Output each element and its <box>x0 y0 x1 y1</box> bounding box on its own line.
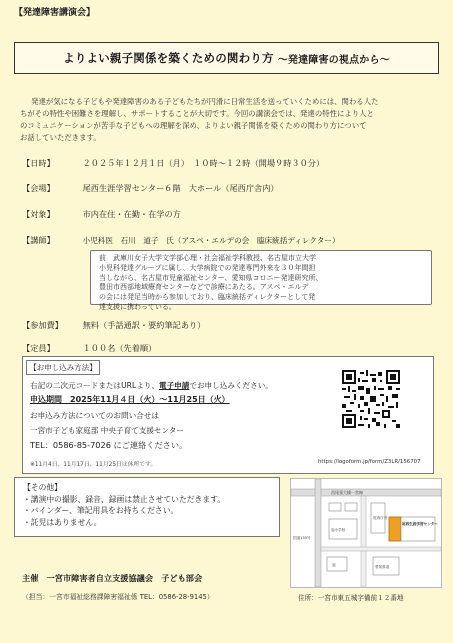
application-url[interactable]: https://logoform.jp/form/Z3LR/156707 <box>318 459 421 465</box>
venue-map <box>290 478 442 588</box>
instruction-text-end: でお申し込みください。 <box>189 381 273 390</box>
capacity-row <box>22 343 156 354</box>
organizer: 主催 一宮市障害者自立支援協議会 子ども部会 <box>22 573 203 583</box>
contact-tel: TEL：0586-85-7026 にご連絡ください。 <box>30 440 188 450</box>
other-item: ・講演中の撮影、録音、録画は禁止させていただきます。 <box>23 494 226 504</box>
application-heading: 【お申し込み方法】 <box>26 360 100 375</box>
bio-line: の会には発足当時から参加しており、臨床統括ディレクターとして発 <box>99 293 316 302</box>
target-row <box>22 209 181 220</box>
bio-line: 当しながら、名古屋市児童福祉センター、愛知県コロニー発達研究所、 <box>99 273 323 282</box>
map-building-label: 尾西生涯学習センター <box>402 522 438 526</box>
intro-line: ちがその特性や困難さを理解し、サポートすることが大切です。今回の講演会では、発達の特性により人と <box>20 109 374 118</box>
map-road-left-label: 国道155号 <box>293 536 311 540</box>
venue-value: 尾西生涯学習センター６階 大ホール（尾西庁舎内） <box>82 183 279 193</box>
capacity-value: １００名（先着順） <box>82 343 157 353</box>
bio-line: 豊田市西部地域療育センターなどで診療にあたる。アスペ・エルデ <box>99 283 309 292</box>
bio-line: 達支援に携わっている。 <box>99 302 176 311</box>
organizer-contact: （担当：一宮市福祉総務課障害福祉係 TEL：0586-28-9145） <box>22 593 214 601</box>
intro-line: 発達が気になる子どもや発達障害のある子どもたちが円滑に日常生活を送っていくためには、関わる人た <box>31 97 379 106</box>
lecturer-label: 【講師】 <box>22 235 55 245</box>
map-road-label: 西尾張大橋一宮線 <box>331 490 363 495</box>
application-period: 申込期間 2025年11月４日（火）～11月25日（火） <box>30 395 230 404</box>
target-value: 市内在住・在勤・在学の方 <box>82 209 181 219</box>
other-item: ・バインダー、筆記用具をお持ちください。 <box>23 506 179 516</box>
map-school-label: 起小学校 <box>331 528 346 532</box>
fee-row <box>22 320 205 331</box>
venue-address: 住所：一宮市東五城字備前１２番地 <box>298 594 404 602</box>
map-pref-road-label: 愛知県道 <box>375 565 390 569</box>
series-label: 【発達障害講演会】 <box>14 8 96 18</box>
lecturer-bio-box <box>90 250 432 311</box>
other-heading: 【その他】 <box>23 483 62 492</box>
event-title: よりよい親子関係を築くための関わり方 <box>63 51 274 65</box>
fee-value: 無料（手話通訳・要約筆記あり） <box>82 320 206 330</box>
map-temple-label: 起 <box>332 563 336 567</box>
date-value: ２０２５年１２月１日（月） １０時～１２時（開場９時３０分） <box>82 158 325 168</box>
bio-line: 前 武庫川女子大学文学部心理・社会福祉学科教授、名古屋市立大学 <box>99 254 316 262</box>
closed-days-note: ※11月4日、11月17日、11月25日は休所です。 <box>30 462 157 468</box>
e-application-link[interactable]: 電子申請 <box>158 381 190 390</box>
venue-row <box>22 183 279 194</box>
application-instruction <box>30 380 273 391</box>
map-station-label: 尾西庁舎 <box>373 516 388 520</box>
intro-paragraph <box>20 96 432 144</box>
lecturer-value: 小児科医 石川 道子 氏（アスペ・エルデの会 臨床統括ディレクター） <box>82 236 340 245</box>
other-item: ・託児はありません。 <box>23 517 102 527</box>
contact-lead: お申込み方法についてのお問い合せは <box>30 411 159 420</box>
event-title-box <box>14 42 439 74</box>
intro-line: のコミュニケーションが苦手な子どもへの理解を深め、よりよい親子関係を築くための関わり方について <box>20 121 367 130</box>
instruction-text: 右記の二次元コードまたはURLより、 <box>30 381 159 390</box>
lecturer-row <box>22 235 340 246</box>
date-row <box>22 158 324 169</box>
lecturer-bio <box>99 254 423 313</box>
fee-label: 【参加費】 <box>22 320 63 330</box>
date-label: 【日時】 <box>22 158 55 168</box>
target-label: 【対象】 <box>22 209 55 219</box>
intro-line: お話していただきます。 <box>20 133 101 142</box>
event-subtitle: ～発達障害の視点から～ <box>277 54 390 66</box>
capacity-label: 【定員】 <box>22 343 55 353</box>
other-notes-box <box>14 477 280 537</box>
other-notes <box>23 482 225 528</box>
contact-org: 一宮市子ども家庭部 中央子育て支援センター <box>30 426 184 435</box>
qr-code[interactable] <box>342 370 400 428</box>
bio-line: 小児科発達グループに属し、大学病院での発達専門外来を３０年間担 <box>99 263 316 272</box>
venue-label: 【会場】 <box>22 183 55 193</box>
